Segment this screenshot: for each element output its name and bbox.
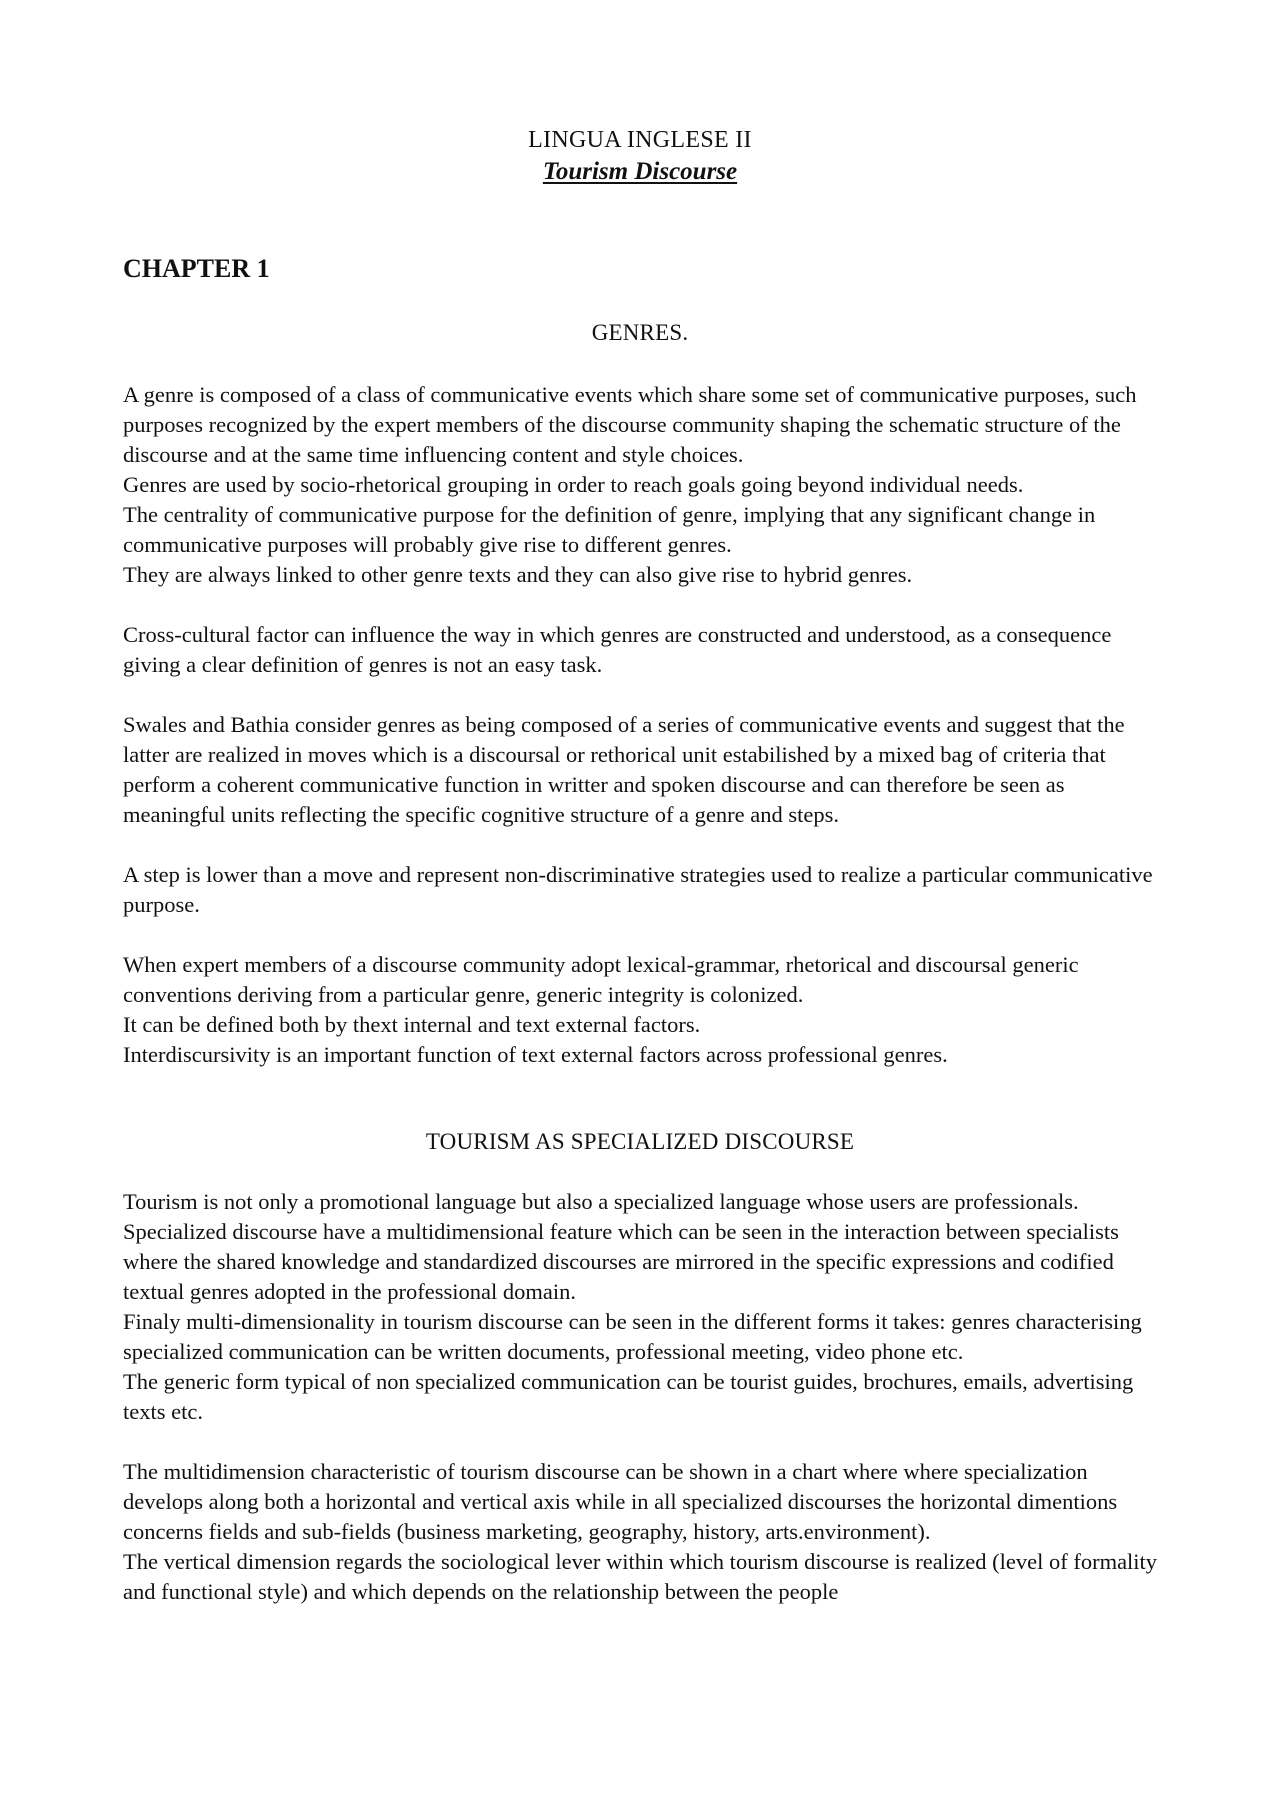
paragraph: Interdiscursivity is an important function of text external factors across professional genres. <box>123 1042 948 1067</box>
document-header <box>0 124 1280 188</box>
paragraph: The multidimension characteristic of tourism discourse can be shown in a chart where where specialization develops along both a horizontal and vertical axis while in all specialized discourses the horizontal dimentions concerns fields and sub-fields (business marketing, geography, history, arts.environment). <box>123 1459 1118 1544</box>
section-heading-tourism: TOURISM AS SPECIALIZED DISCOURSE <box>425 1129 855 1154</box>
paragraph: The generic form typical of non specialized communication can be tourist guides, brochures, emails, advertising texts etc. <box>123 1369 1134 1424</box>
paragraph: It can be defined both by thext internal and text external factors. <box>123 1012 701 1037</box>
course-title: LINGUA INGLESE II <box>528 127 752 153</box>
paragraph: Cross-cultural factor can influence the way in which genres are constructed and understood, as a consequence giving a clear definition of genres is not an easy task. <box>123 622 1112 677</box>
paragraph: A genre is composed of a class of communicative events which share some set of communicative purposes, such purposes recognized by the expert members of the discourse community shaping the schematic structure of the discourse and at the same time influencing content and style choices. <box>123 382 1137 467</box>
paragraph: The centrality of communicative purpose for the definition of genre, implying that any significant change in communicative purposes will probably give rise to different genres. <box>123 502 1096 557</box>
section-heading-genres: GENRES. <box>591 320 689 345</box>
paragraph: Tourism is not only a promotional language but also a specialized language whose users are professionals. <box>123 1189 1079 1214</box>
section-body-tourism <box>123 1187 1168 1607</box>
subject-title: Tourism Discourse <box>542 158 738 185</box>
paragraph: They are always linked to other genre texts and they can also give rise to hybrid genres. <box>123 562 913 587</box>
paragraph: Finaly multi-dimensionality in tourism discourse can be seen in the different forms it takes: genres characterising specialized communication can be written documents, professional meeting, video phone etc. <box>123 1309 1142 1364</box>
paragraph: A step is lower than a move and represent non-discriminative strategies used to realize a particular communicative purpose. <box>123 862 1153 917</box>
section-body-genres <box>123 380 1168 1070</box>
chapter-heading: CHAPTER 1 <box>123 254 270 283</box>
paragraph: Genres are used by socio-rhetorical grouping in order to reach goals going beyond individual needs. <box>123 472 1024 497</box>
paragraph: Specialized discourse have a multidimensional feature which can be seen in the interaction between specialists where the shared knowledge and standardized discourses are mirrored in the specific expressions and codified textual genres adopted in the professional domain. <box>123 1219 1119 1304</box>
paragraph: Swales and Bathia consider genres as being composed of a series of communicative events and suggest that the latter are realized in moves which is a discoursal or rethorical unit estabilished by a mixed bag of criteria that perform a coherent communicative function in writter and spoken discourse and can therefore be seen as meaningful units reflecting the specific cognitive structure of a genre and steps. <box>123 712 1125 827</box>
paragraph: When expert members of a discourse community adopt lexical-grammar, rhetorical and discoursal generic conventions deriving from a particular genre, generic integrity is colonized. <box>123 952 1079 1007</box>
paragraph: The vertical dimension regards the sociological lever within which tourism discourse is realized (level of formality and functional style) and which depends on the relationship between the people <box>123 1549 1158 1604</box>
